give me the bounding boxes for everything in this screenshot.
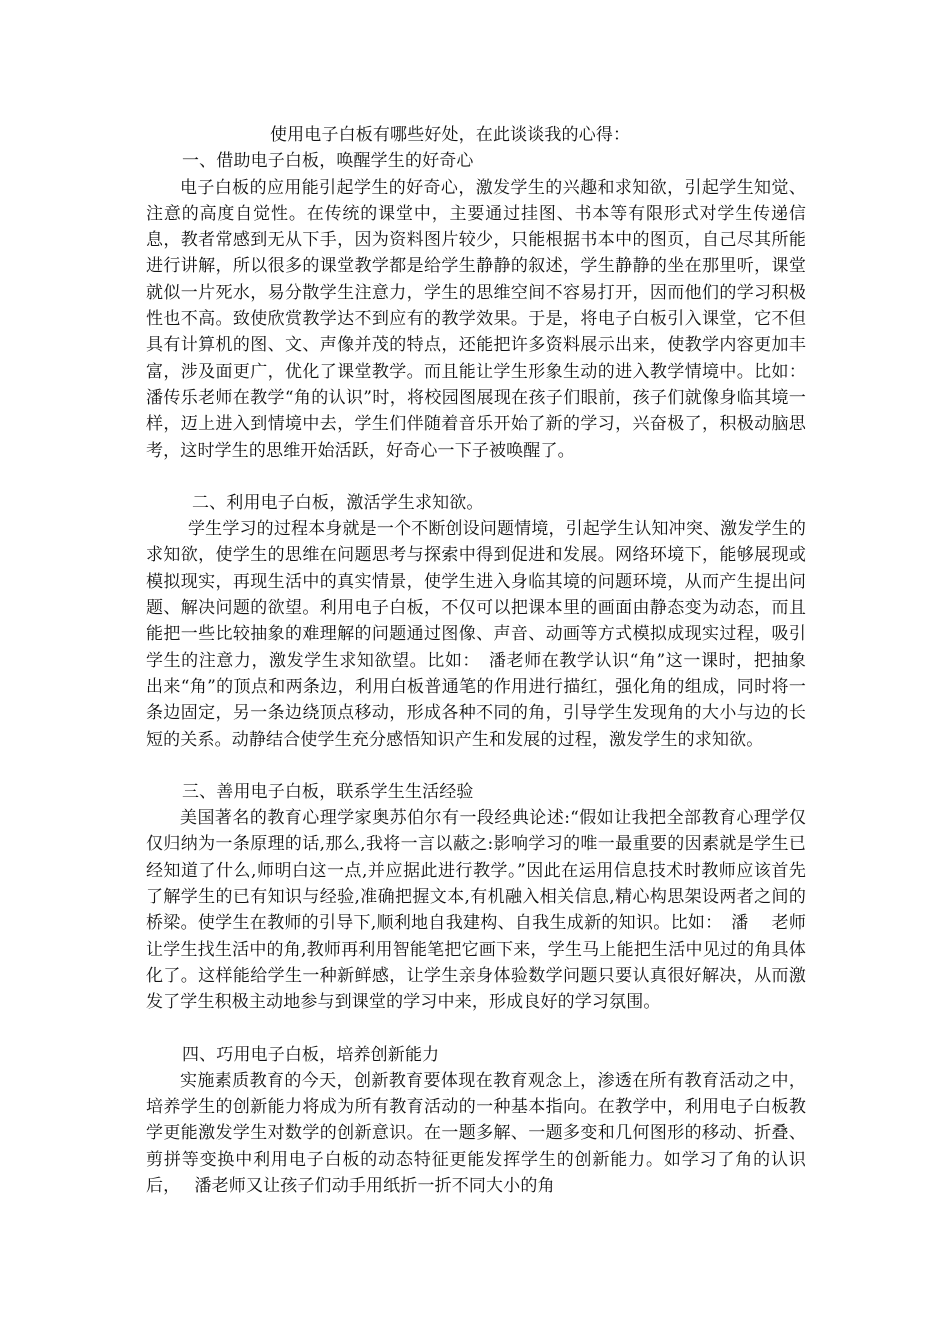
- section-3-body: 美国著名的教育心理学家奥苏伯尔有一段经典论述:“假如让我把全部教育心理学仅仅归纳为一条原理的话,那么,我将一言以蔽之:影响学习的唯一最重要的因素就是学生已经知道了什么,师明白这一点,并应据此进行教学。”因此在运用信息技术时教师应该首先了解学生的已有知识与经验,准确把握文本,有机融入相关信息,精心构思架设两者之间的桥梁。使学生在教师的引导下,顺利地自我建构、自我生成新的知识。比如： 潘 老师让学生找生活中的角,教师再利用智能笔把它画下来，学生马上能把生活中见过的角具体化了。这样能给学生一种新鲜感，让学生亲身体验数学问题只要认真很好解决，从而激发了学生积极主动地参与到课堂的学习中来，形成良好的学习氛围。: [146, 808, 806, 1013]
- section-4-heading: 四、巧用电子白板，培养创新能力: [182, 1044, 440, 1065]
- section-1-heading: 一、借助电子白板，唤醒学生的好奇心: [182, 151, 474, 172]
- intro-line: 使用电子白板有哪些好处，在此谈谈我的心得：: [270, 125, 631, 145]
- section-gap: [146, 753, 806, 779]
- document-content: [146, 122, 806, 1199]
- section-2-body: 学生学习的过程本身就是一个不断创设问题情境，引起学生认知冲突、激发学生的求知欲，使学生的思维在问题思考与探索中得到促进和发展。网络环境下，能够展现或模拟现实，再现生活中的真实情景，使学生进入身临其境的问题环境，从而产生提出问题、解决问题的欲望。利用电子白板，不仅可以把课本里的画面由静态变为动态，而且能把一些比较抽象的难理解的问题通过图像、声音、动画等方式模拟成现实过程，吸引学生的注意力，激发学生求知欲望。比如： 潘老师在教学认识“角”这一课时，把抽象出来“角”的顶点和两条边，利用白板普通笔的作用进行描红，强化角的组成，同时将一条边固定，另一条边绕顶点移动，形成各种不同的角，引导学生发现角的大小与边的长短的关系。动静结合使学生充分感悟知识产生和发展的过程，激发学生的求知欲。: [146, 519, 806, 750]
- section-3-heading: 三、善用电子白板，联系学生生活经验: [182, 781, 474, 802]
- section-gap: [146, 1016, 806, 1042]
- section-4-body: 实施素质教育的今天，创新教育要体现在教育观念上，渗透在所有教育活动之中，培养学生的创新能力将成为所有教育活动的一种基本指向。在教学中，利用电子白板教学更能激发学生对数学的创新意识。在一题多解、一题多变和几何图形的移动、折叠、剪拼等变换中利用电子白板的动态特征更能发挥学生的创新能力。如学习了角的认识后， 潘老师又让孩子们动手用纸折一折不同大小的角: [146, 1070, 806, 1196]
- section-2-heading: 二、利用电子白板，激活学生求知欲。: [192, 492, 484, 513]
- section-1-body: 电子白板的应用能引起学生的好奇心，激发学生的兴趣和求知欲，引起学生知觉、注意的高度自觉性。在传统的课堂中，主要通过挂图、书本等有限形式对学生传递信息，教者常感到无从下手，因为资料图片较少，只能根据书本中的图页，自己尽其所能进行讲解，所以很多的课堂教学都是给学生静静的叙述，学生静静的坐在那里听，课堂就似一片死水，易分散学生注意力，学生的思维空间不容易打开，因而他们的学习积极性也不高。致使欣赏教学达不到应有的教学效果。于是，将电子白板引入课堂，它不但具有计算机的图、文、声像并茂的特点，还能把许多资料展示出来，使教学内容更加丰富，涉及面更广，优化了课堂教学。而且能让学生形象生动的进入教学情境中。比如：潘传乐老师在教学“角的认识”时，将校园图展现在孩子们眼前，孩子们就像身临其境一样，迈上进入到情境中去，学生们伴随着音乐开始了新的学习，兴奋极了，积极动脑思考，这时学生的思维开始活跃，好奇心一下子被唤醒了。: [146, 177, 806, 461]
- section-gap: [146, 464, 806, 490]
